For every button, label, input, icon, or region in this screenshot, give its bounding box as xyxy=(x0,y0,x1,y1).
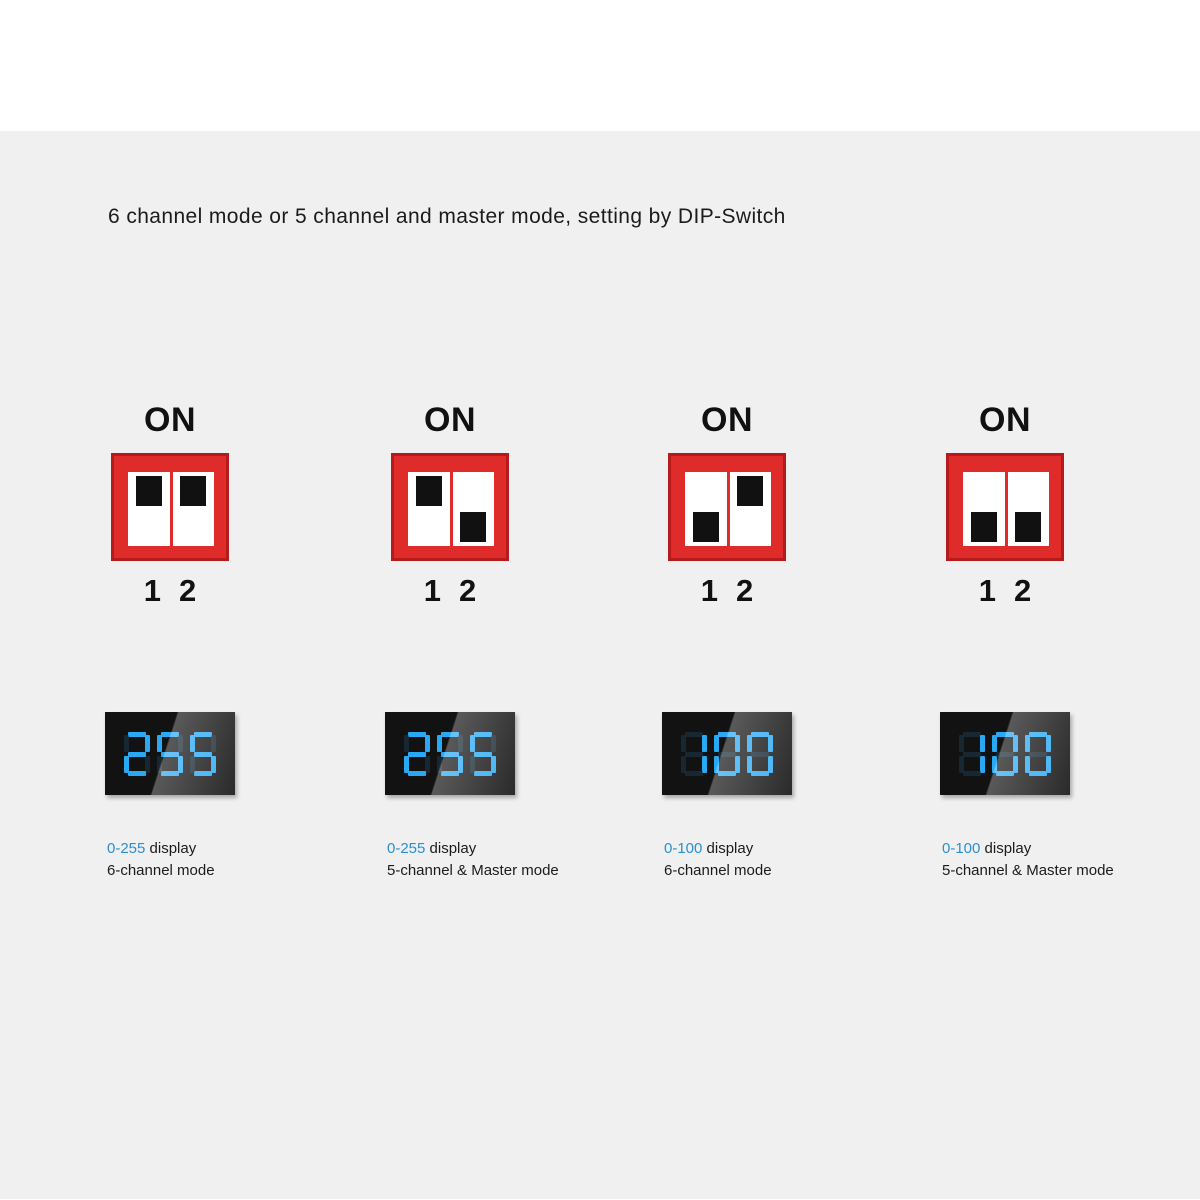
segment-f xyxy=(714,735,719,752)
column-caption xyxy=(40,838,300,882)
dip-lever-2[interactable] xyxy=(180,476,206,506)
column-caption xyxy=(597,838,857,882)
caption-display-word: display xyxy=(425,840,477,857)
display-digit xyxy=(959,732,985,776)
dip-switch[interactable] xyxy=(946,453,1064,561)
segment-g xyxy=(441,752,459,757)
dip-switch-numbers: 12 xyxy=(700,573,772,608)
dip-lever-1[interactable] xyxy=(416,476,442,506)
segment-d xyxy=(194,771,212,776)
caption-range: 0-100 xyxy=(664,840,703,857)
dip-lever-2[interactable] xyxy=(1015,512,1041,542)
display-digit xyxy=(157,732,183,776)
segment-a xyxy=(996,732,1014,737)
dip-slot-2[interactable] xyxy=(1005,472,1050,546)
segment-a xyxy=(474,732,492,737)
segment-g xyxy=(963,752,981,757)
segment-a xyxy=(1029,732,1047,737)
segment-f xyxy=(124,735,129,752)
segment-e xyxy=(437,756,442,773)
segment-a xyxy=(963,732,981,737)
segment-f xyxy=(959,735,964,752)
segment-d xyxy=(963,771,981,776)
segment-e xyxy=(714,756,719,773)
dip-slot-2[interactable] xyxy=(170,472,215,546)
display-digit xyxy=(714,732,740,776)
segment-b xyxy=(145,735,150,752)
dip-slot-2[interactable] xyxy=(450,472,495,546)
caption-mode: 5-channel & Master mode xyxy=(387,862,559,879)
segment-b xyxy=(491,735,496,752)
segment-f xyxy=(1025,735,1030,752)
dip-switch-numbers: 12 xyxy=(143,573,215,608)
segment-d xyxy=(161,771,179,776)
dip-slot-1[interactable] xyxy=(128,472,170,546)
dip-switch-body xyxy=(128,472,214,546)
seven-segment-display xyxy=(385,712,515,795)
segment-a xyxy=(128,732,146,737)
segment-b xyxy=(768,735,773,752)
display-digit xyxy=(470,732,496,776)
dip-lever-1[interactable] xyxy=(136,476,162,506)
segment-d xyxy=(1029,771,1047,776)
segment-d xyxy=(718,771,736,776)
segment-b xyxy=(178,735,183,752)
caption-mode: 6-channel mode xyxy=(664,862,772,879)
dip-switch-body xyxy=(685,472,771,546)
segment-b xyxy=(735,735,740,752)
segment-d xyxy=(441,771,459,776)
column-caption xyxy=(320,838,580,882)
column-caption xyxy=(875,838,1135,882)
segment-a xyxy=(751,732,769,737)
display-digit xyxy=(992,732,1018,776)
segment-g xyxy=(685,752,703,757)
caption-mode: 6-channel mode xyxy=(107,862,215,879)
segment-g xyxy=(128,752,146,757)
segment-a xyxy=(685,732,703,737)
dip-slot-1[interactable] xyxy=(408,472,450,546)
segment-g xyxy=(996,752,1014,757)
segment-e xyxy=(157,756,162,773)
segment-g xyxy=(161,752,179,757)
segment-b xyxy=(1046,735,1051,752)
segment-a xyxy=(161,732,179,737)
segment-e xyxy=(681,756,686,773)
dip-switch-numbers: 12 xyxy=(423,573,495,608)
page-title: 6 channel mode or 5 channel and master mode, setting by DIP-Switch xyxy=(108,205,786,228)
dip-slot-1[interactable] xyxy=(963,472,1005,546)
segment-g xyxy=(408,752,426,757)
segment-d xyxy=(474,771,492,776)
segment-e xyxy=(470,756,475,773)
dip-switch[interactable] xyxy=(391,453,509,561)
caption-display-word: display xyxy=(145,840,197,857)
mode-column xyxy=(40,400,300,882)
dip-slot-2[interactable] xyxy=(727,472,772,546)
segment-a xyxy=(194,732,212,737)
segment-d xyxy=(685,771,703,776)
segment-f xyxy=(157,735,162,752)
segment-g xyxy=(1029,752,1047,757)
segment-b xyxy=(980,735,985,752)
caption-range: 0-255 xyxy=(107,840,146,857)
dip-lever-2[interactable] xyxy=(737,476,763,506)
seven-segment-display xyxy=(662,712,792,795)
segment-d xyxy=(128,771,146,776)
segment-e xyxy=(404,756,409,773)
segment-b xyxy=(458,735,463,752)
segment-f xyxy=(681,735,686,752)
on-label: ON xyxy=(979,401,1031,439)
segment-f xyxy=(404,735,409,752)
seven-segment-display xyxy=(940,712,1070,795)
segment-d xyxy=(996,771,1014,776)
dip-switch[interactable] xyxy=(668,453,786,561)
segment-e xyxy=(992,756,997,773)
mode-column xyxy=(320,400,580,882)
segment-f xyxy=(992,735,997,752)
display-digit xyxy=(681,732,707,776)
segment-e xyxy=(124,756,129,773)
display-digit xyxy=(1025,732,1051,776)
caption-range: 0-255 xyxy=(387,840,426,857)
segment-g xyxy=(194,752,212,757)
seven-segment-display xyxy=(105,712,235,795)
caption-mode: 5-channel & Master mode xyxy=(942,862,1114,879)
caption-display-word: display xyxy=(702,840,754,857)
display-digits xyxy=(662,732,792,776)
dip-lever-1[interactable] xyxy=(971,512,997,542)
dip-lever-1[interactable] xyxy=(693,512,719,542)
segment-e xyxy=(1025,756,1030,773)
on-label: ON xyxy=(144,401,196,439)
segment-e xyxy=(190,756,195,773)
display-digit xyxy=(190,732,216,776)
segment-d xyxy=(751,771,769,776)
display-digits xyxy=(105,732,235,776)
on-label: ON xyxy=(424,401,476,439)
display-digit xyxy=(404,732,430,776)
display-digits xyxy=(940,732,1070,776)
caption-display-word: display xyxy=(980,840,1032,857)
segment-g xyxy=(474,752,492,757)
display-digits xyxy=(385,732,515,776)
dip-switch-body xyxy=(408,472,494,546)
segment-g xyxy=(751,752,769,757)
dip-switch-body xyxy=(963,472,1049,546)
segment-b xyxy=(425,735,430,752)
caption-range: 0-100 xyxy=(942,840,981,857)
segment-d xyxy=(408,771,426,776)
dip-switch-numbers: 12 xyxy=(978,573,1050,608)
segment-f xyxy=(190,735,195,752)
display-digit xyxy=(437,732,463,776)
display-digit xyxy=(124,732,150,776)
display-digit xyxy=(747,732,773,776)
segment-f xyxy=(747,735,752,752)
segment-f xyxy=(437,735,442,752)
mode-column xyxy=(597,400,857,882)
segment-a xyxy=(408,732,426,737)
segment-g xyxy=(718,752,736,757)
segment-e xyxy=(747,756,752,773)
dip-lever-2[interactable] xyxy=(460,512,486,542)
dip-switch[interactable] xyxy=(111,453,229,561)
segment-e xyxy=(959,756,964,773)
mode-column xyxy=(875,400,1135,882)
dip-slot-1[interactable] xyxy=(685,472,727,546)
segment-b xyxy=(702,735,707,752)
segment-b xyxy=(211,735,216,752)
segment-b xyxy=(1013,735,1018,752)
on-label: ON xyxy=(701,401,753,439)
segment-a xyxy=(718,732,736,737)
segment-f xyxy=(470,735,475,752)
segment-a xyxy=(441,732,459,737)
